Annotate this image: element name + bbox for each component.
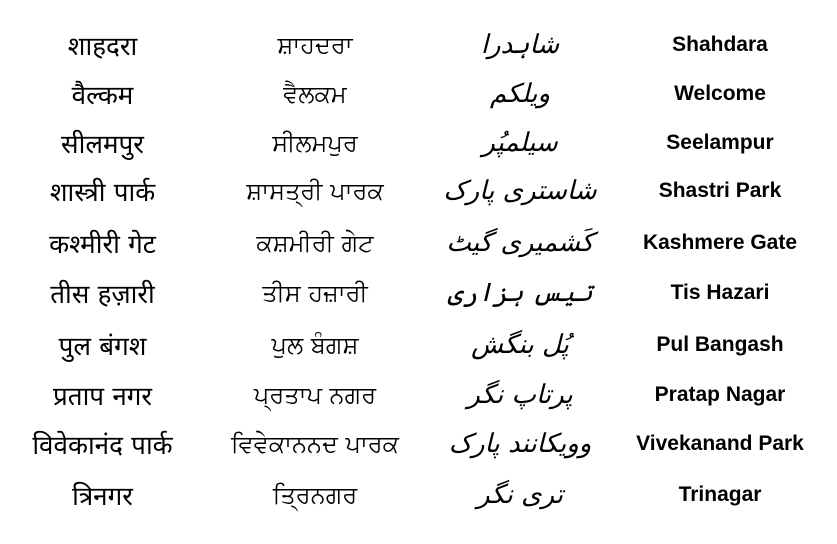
punjabi-name: ਸ਼ਾਹਦਰਾ bbox=[277, 31, 353, 59]
urdu-name: پُل بنگش bbox=[471, 330, 569, 360]
punjabi-name: ਸ਼ਾਸਤ੍ਰੀ ਪਾਰਕ bbox=[246, 177, 384, 205]
hindi-name: सीलमपुर bbox=[61, 130, 144, 160]
urdu-name: تری نگر bbox=[476, 480, 564, 510]
hindi-name: त्रिनगर bbox=[72, 482, 133, 512]
station-row bbox=[0, 370, 837, 420]
station-row bbox=[0, 470, 837, 520]
hindi-name: कश्मीरी गेट bbox=[49, 230, 156, 260]
english-name: Shahdara bbox=[672, 33, 768, 56]
punjabi-name: ਵੈਲਕਮ bbox=[283, 80, 347, 108]
english-name: Seelampur bbox=[666, 131, 774, 154]
station-row bbox=[0, 69, 837, 119]
punjabi-name: ਪ੍ਰਤਾਪ ਨਗਰ bbox=[253, 381, 377, 409]
urdu-name: شاہدرا bbox=[480, 30, 560, 60]
hindi-name: शाहदरा bbox=[67, 32, 138, 62]
english-name: Trinagar bbox=[678, 483, 762, 506]
english-name: Tis Hazari bbox=[670, 281, 770, 304]
english-name: Pul Bangash bbox=[656, 333, 784, 356]
urdu-name: سیلمپُر bbox=[482, 128, 558, 158]
hindi-name: शास्त्री पार्क bbox=[49, 178, 156, 208]
urdu-name: وویکانند پارک bbox=[448, 429, 592, 459]
station-row bbox=[0, 118, 837, 168]
urdu-name: شاستری پارک bbox=[443, 176, 597, 206]
hindi-name: तीस हज़ारी bbox=[50, 280, 155, 310]
hindi-name: वैल्कम bbox=[71, 81, 134, 111]
urdu-name: ویلکم bbox=[489, 79, 551, 109]
urdu-name: تیس ہزاری bbox=[447, 278, 593, 308]
punjabi-name: ਪੁਲ ਬੰਗਸ਼ bbox=[271, 331, 359, 359]
station-row bbox=[0, 166, 837, 216]
punjabi-name: ਵਿਵੇਕਾਨਨਦ ਪਾਰਕ bbox=[230, 430, 400, 458]
station-row bbox=[0, 20, 837, 70]
station-row bbox=[0, 320, 837, 370]
urdu-name: پرتاپ نگر bbox=[467, 380, 573, 410]
station-row bbox=[0, 218, 837, 268]
punjabi-name: ਕਸ਼ਮੀਰੀ ਗੇਟ bbox=[256, 229, 374, 257]
station-row bbox=[0, 268, 837, 318]
hindi-name: प्रताप नगर bbox=[52, 382, 153, 412]
english-name: Shastri Park bbox=[658, 179, 782, 202]
punjabi-name: ਤ੍ਰਿਨਗਰ bbox=[272, 481, 358, 509]
english-name: Welcome bbox=[674, 82, 766, 105]
hindi-name: विवेकानंद पार्क bbox=[32, 431, 173, 461]
punjabi-name: ਸੀਲਮਪੁਰ bbox=[272, 129, 358, 157]
punjabi-name: ਤੀਸ ਹਜ਼ਾਰੀ bbox=[262, 279, 368, 307]
urdu-name: کَشمیری گیٹ bbox=[446, 228, 594, 258]
hindi-name: पुल बंगश bbox=[58, 332, 147, 362]
english-name: Vivekanand Park bbox=[636, 432, 804, 455]
english-name: Kashmere Gate bbox=[642, 231, 798, 254]
station-row bbox=[0, 419, 837, 469]
english-name: Pratap Nagar bbox=[654, 383, 786, 406]
